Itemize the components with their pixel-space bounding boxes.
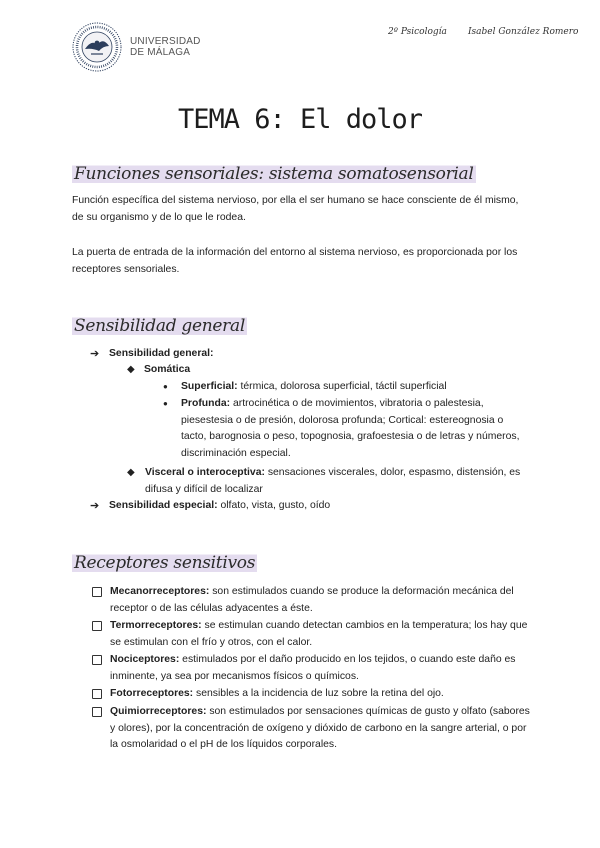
label-nociceptores: Nociceptores: <box>110 654 180 665</box>
text-fotorreceptores: sensibles a la incidencia de luz sobre la retina del ojo. <box>193 688 444 699</box>
item-sensibilidad-general <box>109 346 214 363</box>
text-sensibilidad-especial: olfato, vista, gusto, oído <box>217 500 331 511</box>
item-profunda <box>181 396 526 462</box>
list-item-quimiorreceptores <box>92 704 532 754</box>
text-quimiorreceptores: son estimulados por sensaciones químicas de gusto y olfato (sabores y olores), por la concentración de oxígeno y dióxido de carbono en la sangre arterial, o por la osmolaridad o el pH de los líquidos corporales. <box>110 706 530 750</box>
heading-receptores-sensitivos: Receptores sensitivos <box>74 553 256 573</box>
list-item-mecanorreceptores <box>92 584 532 617</box>
label-quimiorreceptores: Quimiorreceptores: <box>110 706 207 717</box>
label-sensibilidad-especial: Sensibilidad especial: <box>109 500 218 511</box>
diamond-bullet-icon: ◆ <box>127 467 135 478</box>
checkbox-icon[interactable] <box>92 621 102 631</box>
item-visceral <box>145 465 530 498</box>
heading-sensibilidad-general: Sensibilidad general <box>74 316 245 336</box>
university-name <box>130 36 201 58</box>
label-sensibilidad-general: Sensibilidad general: <box>109 348 214 359</box>
course-label: 2º Psicología <box>388 27 447 37</box>
text-nociceptores: estimulados por el daño producido en los tejidos, o cuando este daño es inminente, ya sea por mecanismos físicos o químicos. <box>110 654 516 682</box>
text-termorreceptores: se estimulan cuando detectan cambios en la temperatura; los hay que se estimulan con el frío y otros, con el calor. <box>110 620 528 648</box>
list-item-nociceptores <box>92 652 532 685</box>
label-superficial: Superficial: <box>181 381 238 392</box>
text-visceral: sensaciones viscerales, dolor, espasmo, distensión, es difusa y difícil de localizar <box>145 467 521 495</box>
heading-funciones-sensoriales: Funciones sensoriales: sistema somatosensorial <box>74 164 474 184</box>
university-seal-icon <box>72 22 122 72</box>
list-item-fotorreceptores <box>92 686 532 703</box>
paragraph-funcion: Función específica del sistema nervioso, por ella el ser humano se hace consciente de él mismo, de su organismo y de lo que le rodea. <box>72 195 519 223</box>
item-sensibilidad-especial <box>109 498 330 515</box>
dot-bullet-icon: ● <box>163 399 168 408</box>
text-profunda: artrocinética o de movimientos, vibratoria o palestesia, piesestesia o de presión, dolorosa profunda; Cortical: estereognosia o tacto, barognosia o peso, topognosia, grafoestesia o de letras y números, discriminación especial. <box>181 398 520 459</box>
university-logo <box>72 22 201 72</box>
dot-bullet-icon: ● <box>163 382 168 391</box>
checkbox-icon[interactable] <box>92 587 102 597</box>
paragraph-puerta-entrada: La puerta de entrada de la información del entorno al sistema nervioso, es proporcionada por los receptores sensoriales. <box>72 247 518 275</box>
text-superficial: térmica, dolorosa superficial, táctil superficial <box>237 381 447 392</box>
text-mecanorreceptores: son estimulados cuando se produce la deformación mecánica del receptor o de las células adyacentes a éste. <box>110 586 514 614</box>
label-visceral: Visceral o interoceptiva: <box>145 467 265 478</box>
label-somatica: Somática <box>144 364 191 375</box>
university-name-line2: DE MÁLAGA <box>130 47 191 58</box>
arrow-bullet-icon: ➔ <box>90 500 100 512</box>
arrow-bullet-icon: ➔ <box>90 348 100 360</box>
item-superficial <box>181 379 447 396</box>
university-name-line1: UNIVERSIDAD <box>130 36 201 47</box>
checkbox-icon[interactable] <box>92 655 102 665</box>
author-label: Isabel González Romero <box>468 27 579 37</box>
label-profunda: Profunda: <box>181 398 231 409</box>
diamond-bullet-icon: ◆ <box>127 364 135 375</box>
checkbox-icon[interactable] <box>92 689 102 699</box>
list-item-termorreceptores <box>92 618 532 651</box>
label-fotorreceptores: Fotorreceptores: <box>110 688 194 699</box>
checkbox-icon[interactable] <box>92 707 102 717</box>
label-termorreceptores: Termorreceptores: <box>110 620 202 631</box>
page-title: TEMA 6: El dolor <box>177 104 423 135</box>
label-mecanorreceptores: Mecanorreceptores: <box>110 586 210 597</box>
item-somatica <box>144 362 190 379</box>
